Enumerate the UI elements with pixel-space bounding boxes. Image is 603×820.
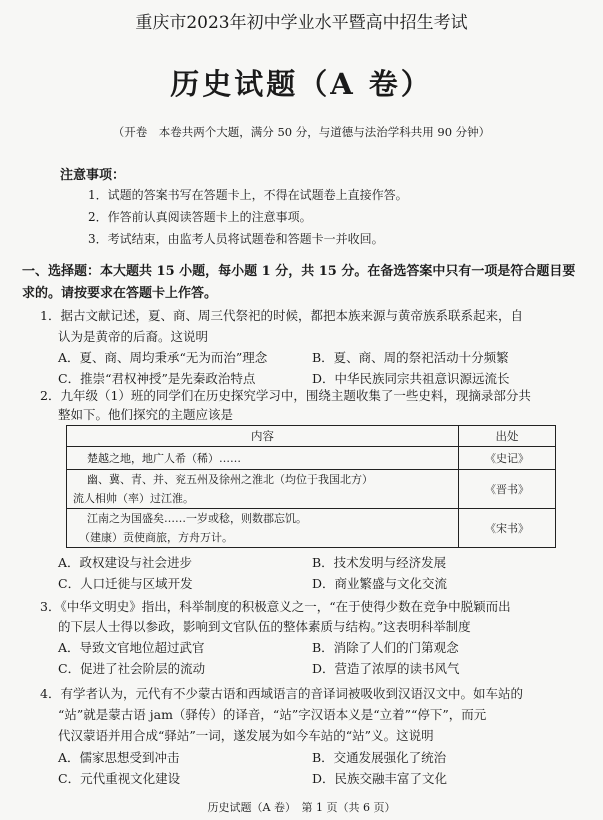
notice-heading: 注意事项： [60, 168, 126, 183]
q1-option-d: D．中华民族同宗共祖意识源远流长 [312, 371, 510, 386]
notice-item-1: 1．试题的答案书写在答题卡上，不得在试题卷上直接作答。 [88, 188, 408, 202]
table-row [67, 470, 556, 509]
q1-stem-line2: 认为是黄帝的后裔。这说明 [58, 329, 209, 344]
row3-content-line1: 江南之为国盛矣……一岁或稔，则数郡忘饥。 [87, 512, 307, 525]
table-row [67, 447, 556, 470]
table-row [67, 509, 556, 548]
table-header-content: 内容 [67, 426, 459, 447]
q3-option-c: C．促进了社会阶层的流动 [58, 661, 206, 676]
q2-option-b: B．技术发明与经济发展 [312, 555, 447, 570]
q4-option-a: A．儒家思想受到冲击 [58, 750, 180, 765]
q1-option-a: A．夏、商、周均秉承“无为而治”理念 [58, 350, 268, 365]
paper-title: 历史试题（A 卷） [170, 67, 433, 101]
row2-content-line2: 流人相帅（率）过江淮。 [73, 492, 194, 505]
q3-stem-line1: 3．《中华文明史》指出，科举制度的积极意义之一，“在于使得少数在竞争中脱颖而出 [40, 599, 511, 614]
q1-stem-line1: 1．据古文献记述，夏、商、周三代祭祀的时候，都把本族来源与黄帝族系联系起来，自 [40, 308, 523, 323]
row2-source: 《晋书》 [459, 470, 556, 509]
row1-source: 《史记》 [459, 447, 556, 470]
q4-stem-line3: 代汉蒙语并用合成“驿站”一词，遂发展为如今车站的“站”义。这说明 [58, 728, 434, 743]
exam-header: 重庆市2023年初中学业水平暨高中招生考试 [135, 13, 468, 33]
q4-option-c: C．元代重视文化建设 [58, 771, 181, 786]
notice-item-3: 3．考试结束，由监考人员将试题卷和答题卡一并收回。 [88, 232, 384, 246]
page-footer: 历史试题（A 卷） 第 1 页（共 6 页） [207, 801, 396, 814]
source-table [66, 425, 556, 548]
q4-stem-line1: 4．有学者认为，元代有不少蒙古语和西域语言的音译词被吸收到汉语汉文中。如车站的 [40, 686, 523, 701]
q4-stem-line2: “站”就是蒙古语 jam（驿传）的译音，“站”字汉语本义是“立着”“停下”，而元 [58, 707, 487, 722]
q3-option-b: B．消除了人们的门第观念 [312, 640, 459, 655]
row1-content: 楚越之地，地广人希（稀）…… [87, 451, 241, 465]
q1-option-b: B．夏、商、周的祭祀活动十分频繁 [312, 350, 509, 365]
row2-content-line1: 幽、冀、青、并、兖五州及徐州之淮北（均位于我国北方） [87, 473, 373, 486]
row3-content-line2: （建康）贡使商旅，方舟万计。 [79, 531, 233, 544]
q2-option-a: A．政权建设与社会进步 [58, 555, 193, 570]
exam-note: （开卷 本卷共两个大题，满分 50 分，与道德与法治学科共用 90 分钟） [112, 125, 491, 139]
q1-option-c: C．推崇“君权神授”是先秦政治特点 [58, 371, 256, 386]
q4-option-d: D．民族交融丰富了文化 [312, 771, 448, 786]
q2-stem-line1: 2．九年级（1）班的同学们在历史探究学习中，围绕主题收集了一些史料，现摘录部分共 [40, 388, 531, 403]
q4-option-b: B．交通发展强化了统治 [312, 750, 447, 765]
notice-item-2: 2．作答前认真阅读答题卡上的注意事项。 [88, 210, 312, 224]
row3-source: 《宋书》 [459, 509, 556, 548]
q2-option-c: C．人口迁徙与区域开发 [58, 576, 193, 591]
q3-option-d: D．营造了浓厚的读书风气 [312, 661, 460, 676]
q3-stem-line2: 的下层人士得以参政，影响到文官队伍的整体素质与结构。”这表明科举制度 [58, 619, 471, 634]
section-one-heading: 一、选择题：本大题共 15 小题，每小题 1 分，共 15 分。在备选答案中只有一项是符合题目要求的。请按要求在答题卡上作答。 [22, 264, 576, 301]
q3-option-a: A．导致文官地位超过武官 [58, 640, 205, 655]
q2-option-d: D．商业繁盛与文化交流 [312, 576, 448, 591]
table-header-source: 出处 [459, 426, 556, 447]
q2-stem-line2: 整如下。他们探究的主题应该是 [58, 407, 234, 422]
